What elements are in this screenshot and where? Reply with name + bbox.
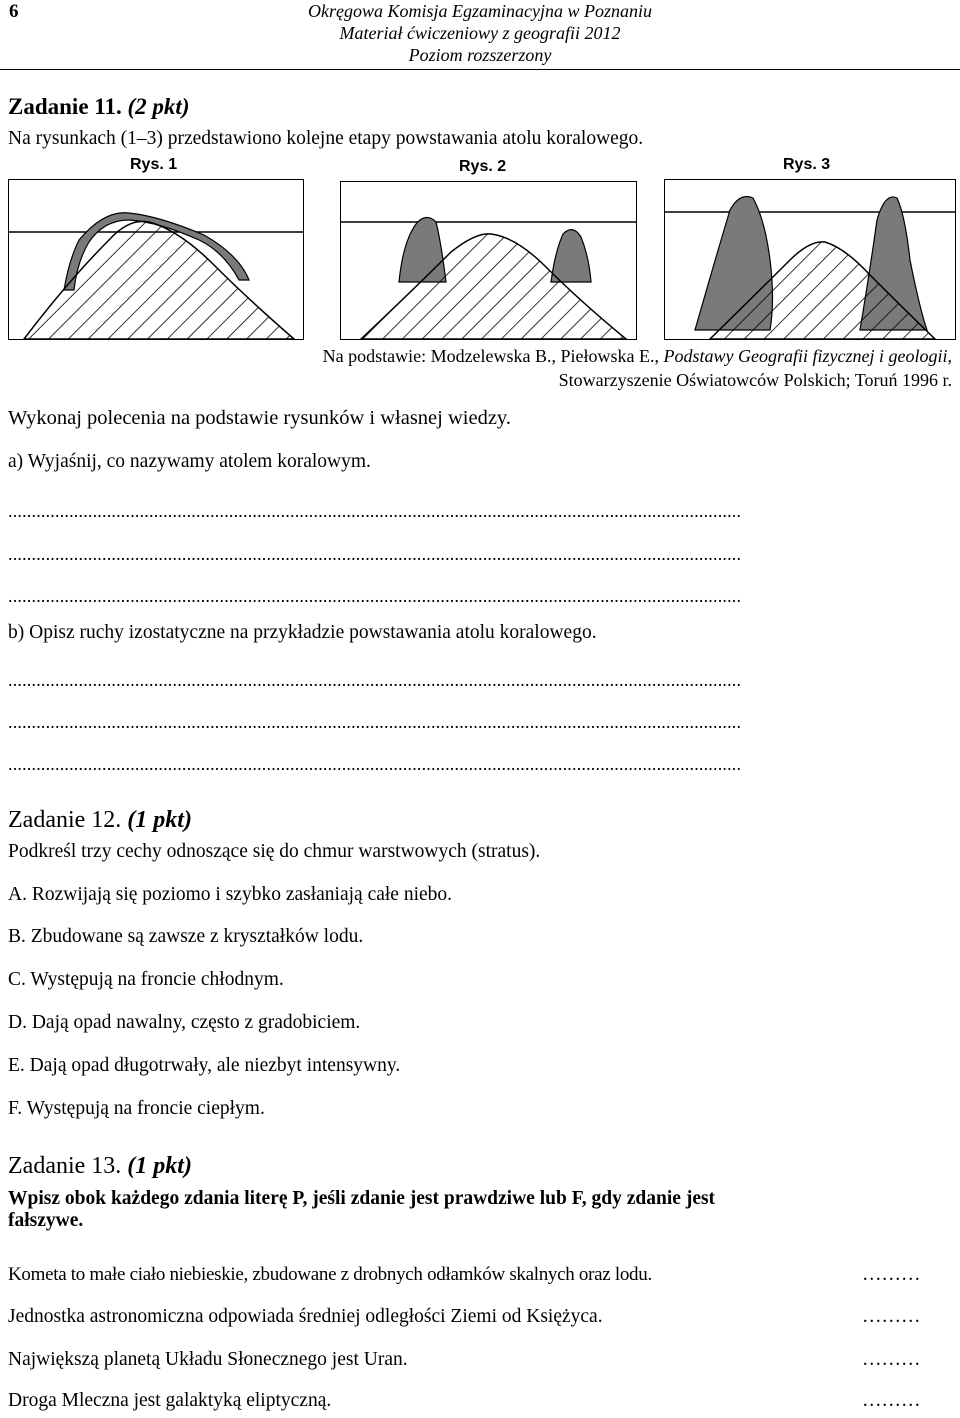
figure-2-atoll-stage-2 <box>340 181 637 340</box>
task-13-statement-1: Kometa to małe ciało niebieskie, zbudowane z drobnych odłamków skalnych oraz lodu. <box>8 1264 652 1285</box>
figure-1-atoll-stage-1 <box>8 179 304 340</box>
answer-line-a-3[interactable]: ............................................................................................................................................................ <box>8 587 742 606</box>
task-13-number: Zadanie 13. <box>8 1153 122 1179</box>
task-11-question-a: a) Wyjaśnij, co nazywamy atolem koralowym. <box>8 451 371 472</box>
task-13-answer-3[interactable]: ……… <box>862 1349 921 1370</box>
figure-3-drawing <box>665 180 955 339</box>
task-12-option-f[interactable]: F. Występują na froncie ciepłym. <box>8 1098 265 1119</box>
page-number: 6 <box>9 1 19 22</box>
answer-line-b-1[interactable]: ............................................................................................................................................................ <box>8 671 742 690</box>
task-13-answer-4[interactable]: ……… <box>862 1390 921 1411</box>
task-13-instruction-line-1: Wpisz obok każdego zdania literę P, jeśli zdanie jest prawdziwe lub F, gdy zdanie jest <box>8 1188 716 1209</box>
task-12-option-c[interactable]: C. Występują na froncie chłodnym. <box>8 969 284 990</box>
task-13-answer-2[interactable]: ……… <box>862 1306 921 1327</box>
answer-line-a-2[interactable]: ............................................................................................................................................................ <box>8 545 742 564</box>
answer-line-b-2[interactable]: ............................................................................................................................................................ <box>8 713 742 732</box>
task-12-instruction: Podkreśl trzy cechy odnoszące się do chmur warstwowych (stratus). <box>8 841 541 862</box>
volcanic-island <box>24 221 294 339</box>
task-11-points: (2 pkt) <box>127 94 190 119</box>
task-12-number: Zadanie 12. <box>8 807 122 833</box>
task-13-points: (1 pkt) <box>127 1153 192 1179</box>
page-header <box>0 0 960 66</box>
task-11-number: Zadanie 11. <box>8 94 122 119</box>
task-13-statement-3: Największą planetą Układu Słonecznego jest Uran. <box>8 1349 408 1370</box>
task-12-option-b[interactable]: B. Zbudowane są zawsze z kryształków lodu. <box>8 926 364 947</box>
header-line-2: Materiał ćwiczeniowy z geografii 2012 <box>339 23 621 43</box>
figure-2-label: Rys. 2 <box>459 158 507 175</box>
figure-3-atoll-stage-3 <box>664 179 956 340</box>
task-12-option-e[interactable]: E. Dają opad długotrwały, ale niezbyt intensywny. <box>8 1055 401 1076</box>
task-12-option-a[interactable]: A. Rozwijają się poziomo i szybko zasłaniają całe niebo. <box>8 884 453 905</box>
task-12-option-d[interactable]: D. Dają opad nawalny, często z gradobiciem. <box>8 1012 361 1033</box>
figure-1-drawing <box>9 180 303 339</box>
task-11-intro: Na rysunkach (1–3) przedstawiono kolejne etapy powstawania atolu koralowego. <box>8 128 644 149</box>
figure-3-label: Rys. 3 <box>783 156 831 173</box>
task-13-statement-2: Jednostka astronomiczna odpowiada średniej odległości Ziemi od Księżyca. <box>8 1306 603 1327</box>
task-13-title <box>8 1153 192 1180</box>
task-11-question-b: b) Opisz ruchy izostatyczne na przykładzie powstawania atolu koralowego. <box>8 622 597 643</box>
task-13-instruction <box>8 1188 956 1232</box>
task-11-instruction: Wykonaj polecenia na podstawie rysunków i własnej wiedzy. <box>8 407 511 429</box>
header-divider <box>0 69 960 70</box>
header-line-3: Poziom rozszerzony <box>408 45 552 65</box>
figure-source <box>323 344 952 392</box>
answer-line-a-1[interactable]: ............................................................................................................................................................ <box>8 502 742 521</box>
task-11-title <box>8 94 189 120</box>
figure-1-label: Rys. 1 <box>130 156 178 173</box>
sinking-island <box>361 234 626 339</box>
header-line-1: Okręgowa Komisja Egzaminacyjna w Poznaniu <box>308 1 652 21</box>
task-13-statement-4: Droga Mleczna jest galaktyką eliptyczną. <box>8 1390 332 1411</box>
task-12-title <box>8 807 192 834</box>
task-13-instruction-line-2: fałszywe. <box>8 1210 84 1231</box>
source-line-1: Na podstawie: Modzelewska B., Piełowska E., Podstawy Geografii fizycznej i geologii, <box>322 346 952 366</box>
task-12-points: (1 pkt) <box>127 807 192 833</box>
source-line-2: Stowarzyszenie Oświatowców Polskich; Toruń 1996 r. <box>558 370 952 390</box>
answer-line-b-3[interactable]: ............................................................................................................................................................ <box>8 755 742 774</box>
figure-2-drawing <box>341 182 636 339</box>
coral-reef-right <box>551 230 591 282</box>
task-13-answer-1[interactable]: ……… <box>862 1264 921 1285</box>
